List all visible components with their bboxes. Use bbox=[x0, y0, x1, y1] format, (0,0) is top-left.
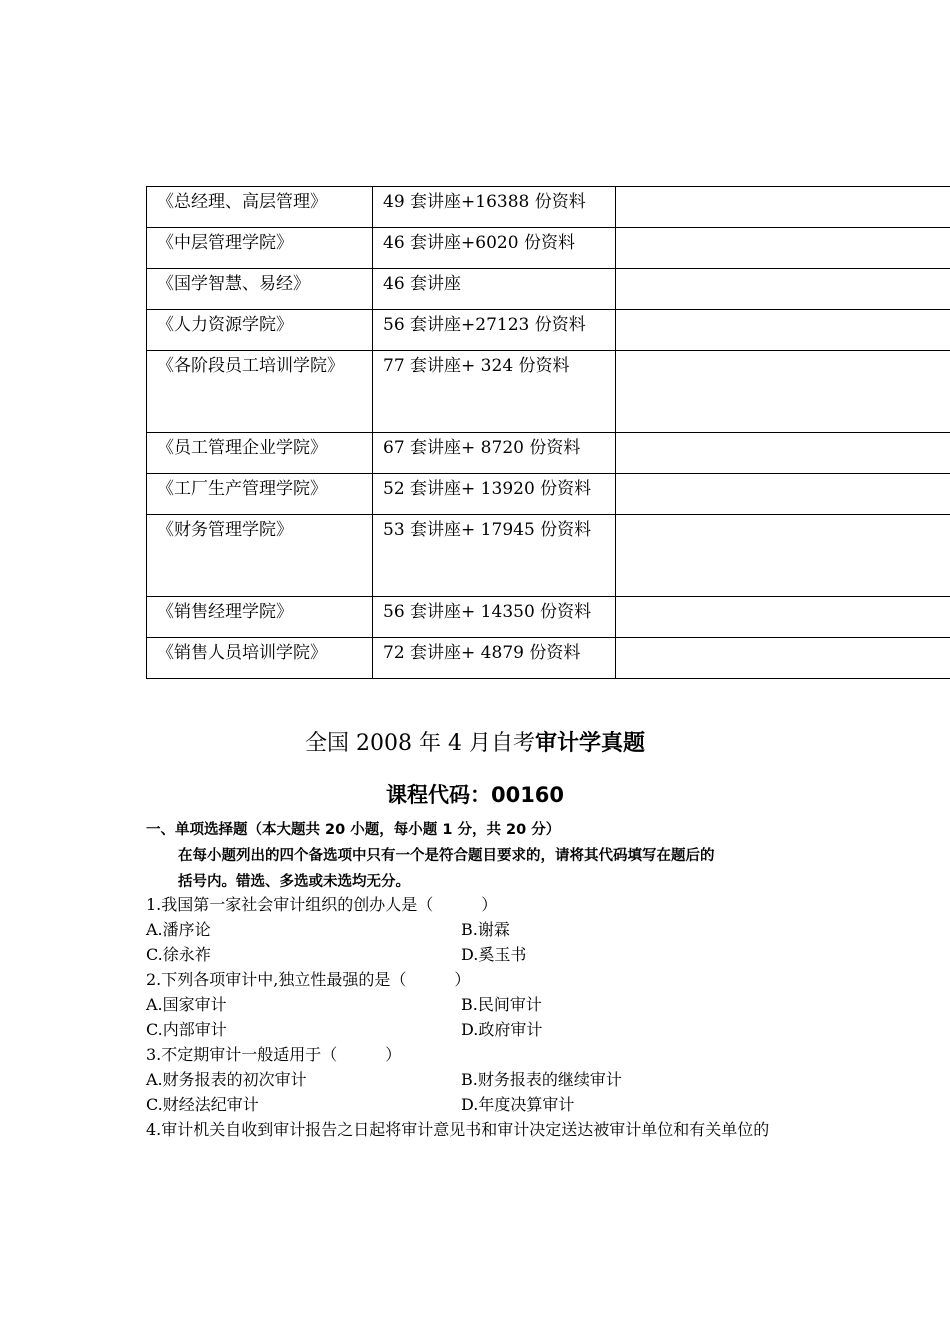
course-content-cell: 72 套讲座+ 4879 份资料 bbox=[373, 638, 616, 679]
course-name-cell: 《中层管理学院》 bbox=[147, 228, 373, 269]
course-note-cell bbox=[616, 597, 950, 638]
instructions-line-1: 在每小题列出的四个备选项中只有一个是符合题目要求的，请将其代码填写在题后的 bbox=[178, 848, 715, 864]
course-note-cell bbox=[616, 310, 950, 351]
question-2-option-b: B.民间审计 bbox=[461, 995, 542, 1014]
question-3-option-b: B.财务报表的继续审计 bbox=[461, 1070, 622, 1089]
course-content-cell: 46 套讲座 bbox=[373, 269, 616, 310]
course-name-cell: 《国学智慧、易经》 bbox=[147, 269, 373, 310]
table-row bbox=[147, 474, 950, 515]
course-name-cell: 《销售经理学院》 bbox=[147, 597, 373, 638]
course-content-cell: 49 套讲座+16388 份资料 bbox=[373, 187, 616, 228]
course-note-cell bbox=[616, 433, 950, 474]
question-2-option-c: C.内部审计 bbox=[146, 1020, 227, 1039]
question-3-option-d: D.年度决算审计 bbox=[461, 1095, 575, 1114]
course-name-cell: 《总经理、高层管理》 bbox=[147, 187, 373, 228]
course-name-cell: 《工厂生产管理学院》 bbox=[147, 474, 373, 515]
table-row bbox=[147, 228, 950, 269]
question-4-stem: 4.审计机关自收到审计报告之日起将审计意见书和审计决定送达被审计单位和有关单位的 bbox=[146, 1120, 770, 1139]
course-note-cell bbox=[616, 515, 950, 597]
course-note-cell bbox=[616, 474, 950, 515]
course-note-cell bbox=[616, 269, 950, 310]
table-row bbox=[147, 351, 950, 433]
course-content-cell: 67 套讲座+ 8720 份资料 bbox=[373, 433, 616, 474]
course-name-cell: 《人力资源学院》 bbox=[147, 310, 373, 351]
section-heading: 一、单项选择题（本大题共 20 小题，每小题 1 分，共 20 分） bbox=[146, 822, 561, 838]
question-1-option-a: A.潘序论 bbox=[146, 920, 211, 939]
table-row bbox=[147, 515, 950, 597]
table-row bbox=[147, 433, 950, 474]
course-note-cell bbox=[616, 351, 950, 433]
course-content-cell: 56 套讲座+ 14350 份资料 bbox=[373, 597, 616, 638]
question-1-option-c: C.徐永祚 bbox=[146, 945, 211, 964]
course-content-cell: 46 套讲座+6020 份资料 bbox=[373, 228, 616, 269]
question-3-option-c: C.财经法纪审计 bbox=[146, 1095, 259, 1114]
exam-title-subject: 审计学真题 bbox=[534, 731, 645, 756]
question-2-option-a: A.国家审计 bbox=[146, 995, 227, 1014]
course-name-cell: 《销售人员培训学院》 bbox=[147, 638, 373, 679]
table-row bbox=[147, 187, 950, 228]
course-note-cell bbox=[616, 187, 950, 228]
question-2-option-d: D.政府审计 bbox=[461, 1020, 543, 1039]
course-code: 课程代码：00160 bbox=[385, 783, 565, 807]
course-note-cell bbox=[616, 638, 950, 679]
course-note-cell bbox=[616, 228, 950, 269]
table-row bbox=[147, 310, 950, 351]
table-row bbox=[147, 597, 950, 638]
question-2-stem: 2.下列各项审计中,独立性最强的是（ ） bbox=[146, 970, 471, 989]
question-3-stem: 3.不定期审计一般适用于（ ） bbox=[146, 1045, 402, 1064]
course-name-cell: 《财务管理学院》 bbox=[147, 515, 373, 597]
instructions-line-2: 括号内。错选、多选或未选均无分。 bbox=[178, 874, 410, 890]
question-3-option-a: A.财务报表的初次审计 bbox=[146, 1070, 307, 1089]
course-name-cell: 《各阶段员工培训学院》 bbox=[147, 351, 373, 433]
question-1-option-b: B.谢霖 bbox=[461, 920, 510, 939]
course-catalog-table bbox=[146, 186, 950, 679]
course-name-cell: 《员工管理企业学院》 bbox=[147, 433, 373, 474]
exam-title bbox=[0, 728, 950, 760]
question-1-option-d: D.奚玉书 bbox=[461, 945, 527, 964]
question-1-stem: 1.我国第一家社会审计组织的创办人是（ ） bbox=[146, 895, 498, 914]
table-row bbox=[147, 638, 950, 679]
course-content-cell: 53 套讲座+ 17945 份资料 bbox=[373, 515, 616, 597]
course-content-cell: 56 套讲座+27123 份资料 bbox=[373, 310, 616, 351]
exam-title-prefix: 全国 2008 年 4 月自考 bbox=[305, 731, 535, 756]
table-row bbox=[147, 269, 950, 310]
course-content-cell: 77 套讲座+ 324 份资料 bbox=[373, 351, 616, 433]
course-content-cell: 52 套讲座+ 13920 份资料 bbox=[373, 474, 616, 515]
